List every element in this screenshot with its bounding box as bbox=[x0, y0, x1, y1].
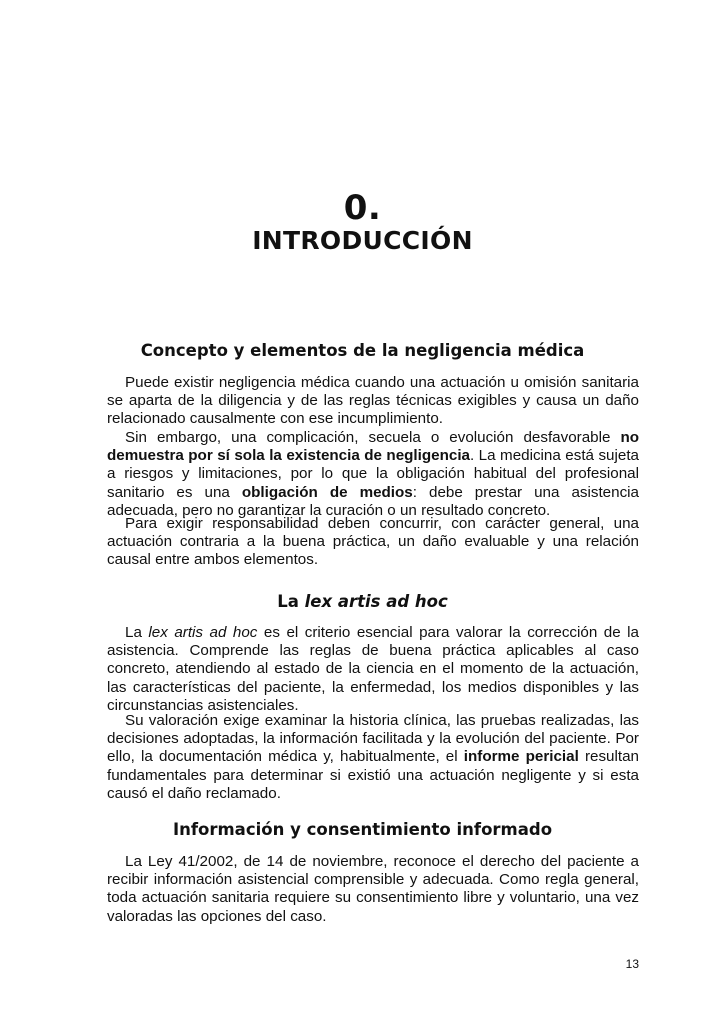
heading-text: La bbox=[277, 592, 305, 611]
paragraph-text: Su valoración exige examinar la historia clínica, las pruebas realizadas, las decisiones adoptadas, la información facilitada y la evolución del paciente. Por ello, la documentación médica y, habitualmente, el bbox=[107, 712, 639, 766]
italic-text: lex artis ad hoc bbox=[148, 624, 258, 641]
paragraph-text: Sin embargo, una complicación, secuela o evolución desfavorable bbox=[125, 429, 621, 446]
section-heading-concepto: Concepto y elementos de la negligencia médica bbox=[140, 341, 585, 360]
paragraph bbox=[107, 429, 639, 520]
page-number: 13 bbox=[625, 957, 639, 971]
paragraph bbox=[107, 712, 639, 803]
emphasis-text: no demuestra por sí sola la existencia de negligencia bbox=[107, 429, 639, 465]
emphasis-text: informe pericial bbox=[463, 748, 579, 766]
paragraph: Puede existir negligencia médica cuando una actuación u omisión sanitaria se aparta de la diligencia y de las reglas técnicas exigibles y causa un daño relacionado causalmente con ese incumplimiento. bbox=[107, 374, 639, 428]
paragraph bbox=[107, 624, 639, 715]
paragraph-text: : debe prestar una asistencia adecuada, pero no garantizar la curación o un resultado concreto. bbox=[107, 483, 639, 519]
paragraph: Para exigir responsabilidad deben concurrir, con carácter general, una actuación contraria a la buena práctica, un daño evaluable y una relación causal entre ambos elementos. bbox=[107, 515, 639, 569]
chapter-title: INTRODUCCIÓN bbox=[252, 226, 473, 255]
paragraph: La Ley 41/2002, de 14 de noviembre, reconoce el derecho del paciente a recibir información asistencial comprensible y adecuada. Como regla general, toda actuación sanitaria requiere su consentimiento libre y voluntario, una vez valoradas las opciones del caso. bbox=[107, 853, 639, 925]
section-heading-lex-artis bbox=[0, 591, 725, 613]
paragraph-text: resultan fundamentales para determinar si existió una actuación negligente y si esta causó el daño reclamado. bbox=[107, 748, 639, 802]
paragraph-text: . La medicina está sujeta a riesgos y limitaciones, por lo que la obligación habitual del profesional sanitario es una bbox=[107, 447, 639, 501]
section-heading-consentimiento: Información y consentimiento informado bbox=[172, 820, 553, 839]
paragraph-text: es el criterio esencial para valorar la corrección de la asistencia. Comprende las reglas de buena práctica aplicables al caso concreto, atendiendo al estado de la ciencia en el momento de la actuación, las características del paciente, la enfermedad, los medios disponibles y las circunstancias asistenciales. bbox=[107, 624, 639, 714]
emphasis-text: obligación de medios bbox=[241, 483, 413, 501]
chapter-number: 0. bbox=[343, 188, 382, 228]
heading-italic-text: lex artis ad hoc bbox=[304, 592, 448, 611]
paragraph-text: La bbox=[125, 624, 149, 641]
